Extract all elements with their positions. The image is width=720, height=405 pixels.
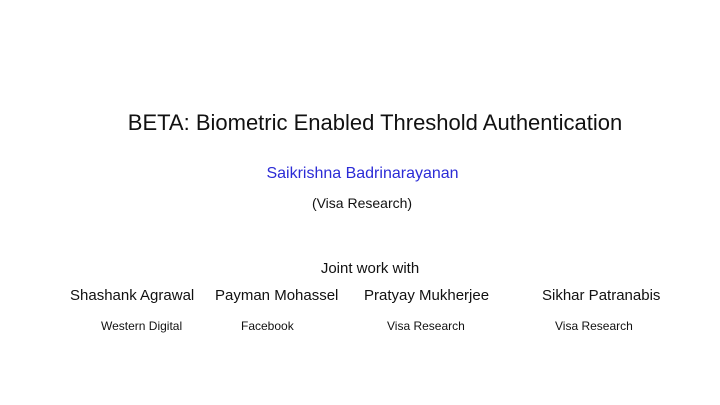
presenter-affiliation: (Visa Research) <box>311 195 413 211</box>
author-affiliation-1: Western Digital <box>101 319 183 333</box>
joint-work-label: Joint work with <box>320 260 420 277</box>
slide-title: BETA: Biometric Enabled Threshold Authentication <box>127 110 623 135</box>
author-name-1: Shashank Agrawal <box>70 287 195 304</box>
author-name-4: Sikhar Patranabis <box>542 287 661 304</box>
author-affiliation-4: Visa Research <box>555 319 633 333</box>
presenter-name: Saikrishna Badrinarayanan <box>266 165 459 182</box>
author-affiliation-3: Visa Research <box>387 319 465 333</box>
author-affiliation-2: Facebook <box>241 319 294 333</box>
author-name-3: Pratyay Mukherjee <box>364 287 490 304</box>
author-name-2: Payman Mohassel <box>215 287 339 304</box>
